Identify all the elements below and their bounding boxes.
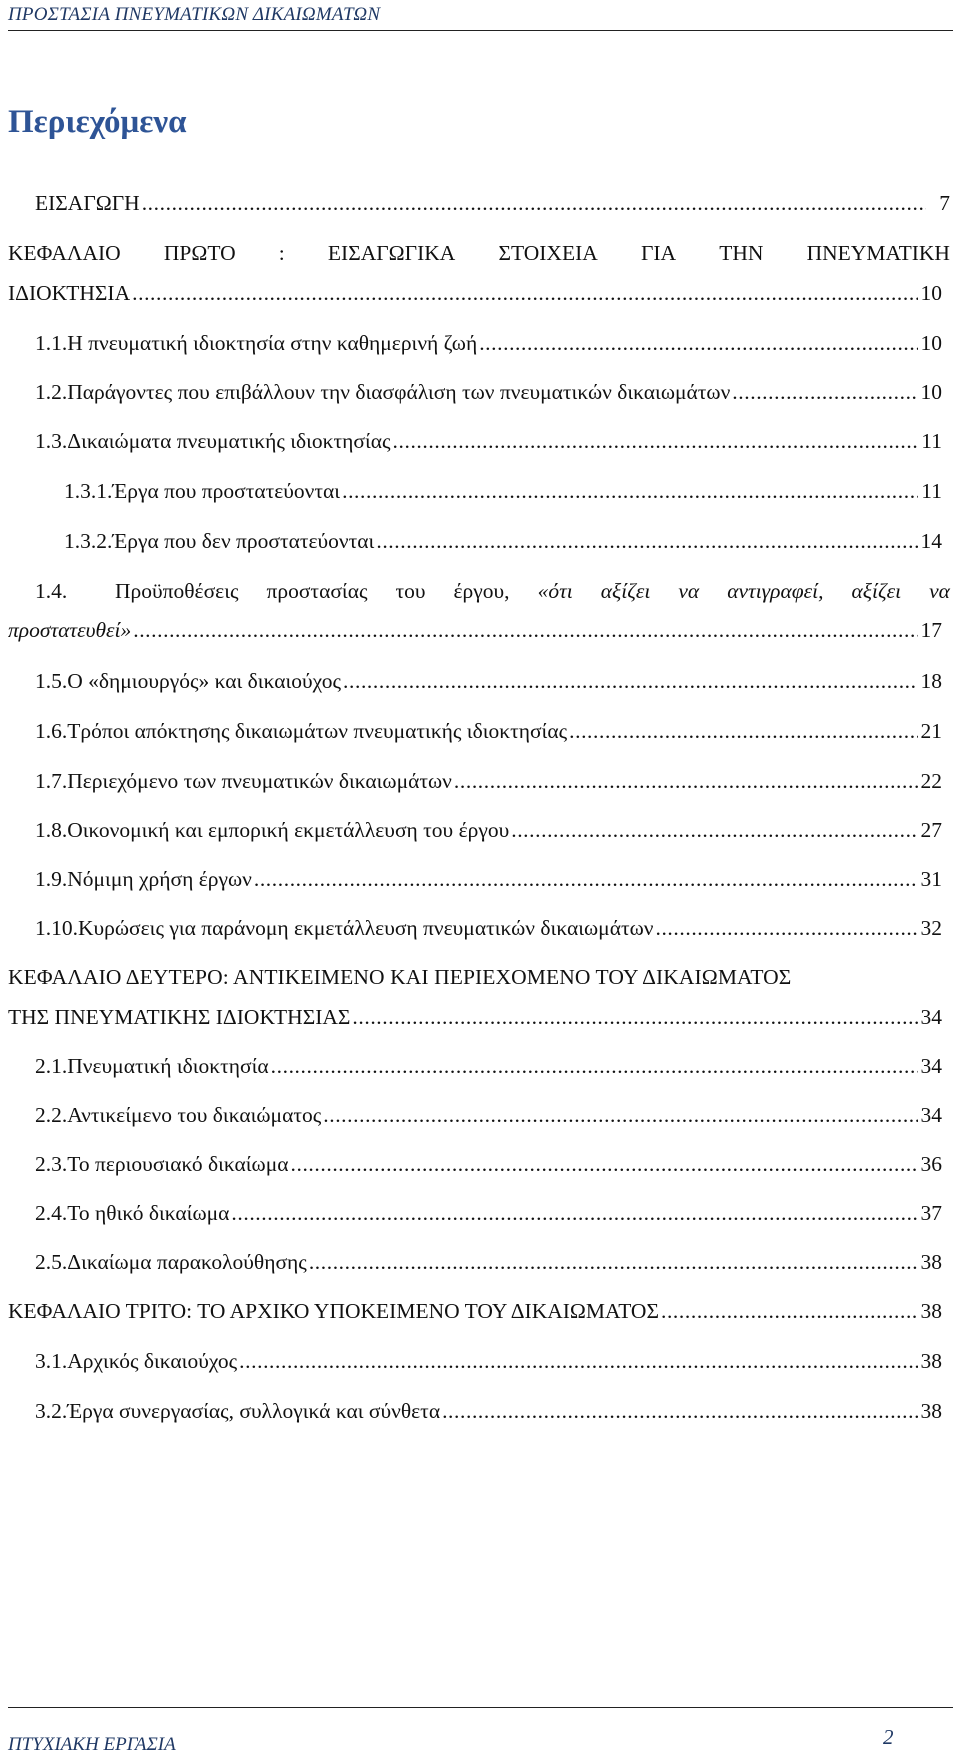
section-number: 1.5. — [35, 669, 68, 693]
toc-word: : — [278, 241, 285, 265]
toc-entry-label: Τρόποι απόκτησης δικαιωμάτων πνευματικής ιδιοκτησίας — [67, 719, 568, 743]
section-number: 3.1. — [35, 1349, 68, 1373]
dot-leader — [732, 379, 918, 405]
toc-page-number: 38 — [920, 1399, 942, 1423]
toc-entry-chapter-2-line-1[interactable] — [8, 964, 950, 990]
dot-leader — [142, 190, 926, 216]
running-footer: ΠΤΥΧΙΑΚΗ ΕΡΓΑΣΙΑ — [8, 1734, 176, 1755]
toc-page-number: 18 — [920, 669, 942, 693]
toc-entry-1-3-2[interactable] — [64, 528, 942, 554]
page-number: 2 — [883, 1725, 894, 1749]
toc-page-number: 38 — [920, 1299, 942, 1323]
section-number: 1.8. — [35, 818, 68, 842]
toc-page-number: 38 — [920, 1349, 942, 1373]
toc-entry-1-4-line-2[interactable] — [8, 617, 942, 643]
toc-entry-2-5[interactable] — [35, 1249, 942, 1275]
toc-page-number: 34 — [920, 1005, 942, 1029]
toc-word: να — [678, 579, 700, 603]
toc-page-number: 37 — [920, 1201, 942, 1225]
toc-entry-3-2[interactable] — [35, 1398, 942, 1424]
dot-leader — [569, 718, 918, 744]
section-number: 1.10. — [35, 916, 78, 940]
section-number: 1.2. — [35, 380, 68, 404]
toc-word: Προϋποθέσεις — [115, 579, 239, 603]
dot-leader — [454, 768, 918, 794]
dot-leader — [271, 1053, 918, 1079]
toc-page-number: 31 — [920, 867, 942, 891]
dot-leader — [393, 428, 918, 454]
toc-entry-label: Δικαίωμα παρακολούθησης — [67, 1250, 307, 1274]
toc-entry-1-4-line-1[interactable] — [35, 578, 950, 604]
toc-entry-label: Το ηθικό δικαίωμα — [67, 1201, 230, 1225]
dot-leader — [655, 915, 918, 941]
toc-entry-label: Κυρώσεις για παράνομη εκμετάλλευση πνευματικών δικαιωμάτων — [78, 916, 654, 940]
toc-entry-chapter-1-line-1[interactable] — [8, 240, 950, 266]
toc-page-number: 38 — [920, 1250, 942, 1274]
toc-entry-intro[interactable] — [35, 190, 950, 216]
dot-leader — [323, 1102, 918, 1128]
toc-entry-label: Πνευματική ιδιοκτησία — [67, 1054, 269, 1078]
toc-entry-label: Έργα συνεργασίας, συλλογικά και σύνθετα — [67, 1399, 441, 1423]
section-number: 2.2. — [35, 1103, 68, 1127]
toc-word: αξίζει — [600, 579, 651, 603]
dot-leader — [352, 1004, 918, 1030]
toc-entry-label: Παράγοντες που επιβάλλουν την διασφάλιση των πνευματικών δικαιωμάτων — [67, 380, 731, 404]
toc-page-number: 34 — [920, 1103, 942, 1127]
toc-entry-label: Δικαιώματα πνευματικής ιδιοκτησίας — [67, 429, 391, 453]
dot-leader — [133, 617, 918, 643]
toc-entry-2-2[interactable] — [35, 1102, 942, 1128]
toc-word: ΓΙΑ — [640, 241, 677, 265]
dot-leader — [239, 1348, 918, 1374]
toc-entry-label: ΤΗΣ ΠΝΕΥΜΑΤΙΚΗΣ ΙΔΙΟΚΤΗΣΙΑΣ — [8, 1005, 351, 1029]
section-number: 1.9. — [35, 867, 68, 891]
dot-leader — [343, 668, 918, 694]
section-number: 2.5. — [35, 1250, 68, 1274]
toc-word: ΣΤΟΙΧΕΙΑ — [498, 241, 598, 265]
footer-rule — [8, 1707, 953, 1708]
toc-entry-2-3[interactable] — [35, 1151, 942, 1177]
dot-leader — [442, 1398, 918, 1424]
dot-leader — [376, 528, 918, 554]
toc-entry-label: ΚΕΦΑΛΑΙΟ ΔΕΥΤΕΡΟ: ΑΝΤΙΚΕΙΜΕΝΟ ΚΑΙ ΠΕΡΙΕΧΟΜΕΝΟ ΤΟΥ ΔΙΚΑΙΩΜΑΤΟΣ — [8, 965, 792, 989]
toc-page-number: 10 — [920, 331, 942, 355]
section-number: 3.2. — [35, 1399, 68, 1423]
section-number: 1.3.2. — [64, 529, 113, 553]
toc-entry-label: Οικονομική και εμπορική εκμετάλλευση του έργου — [67, 818, 510, 842]
toc-page-number: 36 — [920, 1152, 942, 1176]
toc-word: του — [395, 579, 426, 603]
toc-entry-1-6[interactable] — [35, 718, 942, 744]
toc-entry-1-8[interactable] — [35, 817, 942, 843]
toc-entry-label: Νόμιμη χρήση έργων — [67, 867, 252, 891]
section-number: 2.4. — [35, 1201, 68, 1225]
toc-page-number: 32 — [920, 916, 942, 940]
section-number: 1.3.1. — [64, 479, 113, 503]
toc-entry-2-1[interactable] — [35, 1053, 942, 1079]
toc-word: προστασίας — [266, 579, 368, 603]
toc-entry-3-1[interactable] — [35, 1348, 942, 1374]
toc-word: αξίζει — [851, 579, 902, 603]
toc-word: ΚΕΦΑΛΑΙΟ — [8, 241, 121, 265]
dot-leader — [231, 1200, 918, 1226]
dot-leader — [479, 330, 918, 356]
toc-page-number: 17 — [920, 618, 942, 642]
toc-entry-label: ΙΔΙΟΚΤΗΣΙΑ — [8, 281, 131, 305]
toc-entry-1-1[interactable] — [35, 330, 942, 356]
toc-entry-chapter-1-line-2[interactable] — [8, 280, 942, 306]
toc-entry-label: προστατευθεί» — [8, 618, 132, 642]
toc-entry-label: Αντικείμενο του δικαιώματος — [67, 1103, 322, 1127]
toc-word: αντιγραφεί, — [727, 579, 824, 603]
toc-entry-label: ΚΕΦΑΛΑΙΟ ΤΡΙΤΟ: ΤΟ ΑΡΧΙΚΟ ΥΠΟΚΕΙΜΕΝΟ ΤΟΥ ΔΙΚΑΙΩΜΑΤΟΣ — [8, 1299, 659, 1323]
toc-entry-chapter-2-line-2[interactable] — [8, 1004, 942, 1030]
dot-leader — [309, 1249, 918, 1275]
section-number: 2.3. — [35, 1152, 68, 1176]
toc-entry-1-9[interactable] — [35, 866, 942, 892]
toc-page-number: 7 — [939, 191, 950, 215]
toc-entry-label: Έργα που δεν προστατεύονται — [112, 529, 375, 553]
toc-entry-1-5[interactable] — [35, 668, 942, 694]
dot-leader — [291, 1151, 919, 1177]
section-number: 1.4. — [35, 579, 68, 603]
toc-page-number: 14 — [920, 529, 942, 553]
toc-entry-1-3[interactable] — [35, 428, 942, 454]
toc-word: «ότι — [537, 579, 573, 603]
toc-entry-1-2[interactable] — [35, 379, 942, 405]
dot-leader — [511, 817, 918, 843]
toc-word: ΠΡΩΤΟ — [163, 241, 236, 265]
toc-word: ΕΙΣΑΓΩΓΙΚΑ — [327, 241, 456, 265]
toc-page-number: 11 — [921, 429, 942, 453]
toc-entry-label: Έργα που προστατεύονται — [112, 479, 341, 503]
toc-page-number: 10 — [920, 281, 942, 305]
dot-leader — [661, 1298, 918, 1324]
toc-entry-label: Το περιουσιακό δικαίωμα — [67, 1152, 289, 1176]
toc-word: ΠΝΕΥΜΑΤΙΚΗ — [806, 241, 950, 265]
dot-leader — [254, 866, 918, 892]
toc-page-number: 21 — [920, 719, 942, 743]
dot-leader — [342, 478, 918, 504]
toc-entry-1-10[interactable] — [35, 915, 942, 941]
toc-page-number: 22 — [920, 769, 942, 793]
running-header: ΠΡΟΣΤΑΣΙΑ ΠΝΕΥΜΑΤΙΚΩΝ ΔΙΚΑΙΩΜΑΤΩΝ — [8, 4, 381, 25]
toc-entry-label: Αρχικός δικαιούχος — [67, 1349, 238, 1373]
toc-entry-label: Ο «δημιουργός» και δικαιούχος — [67, 669, 342, 693]
section-number: 1.7. — [35, 769, 68, 793]
toc-entry-chapter-3[interactable] — [8, 1298, 942, 1324]
toc-page-number: 11 — [921, 479, 942, 503]
toc-entry-2-4[interactable] — [35, 1200, 942, 1226]
toc-page-number: 27 — [920, 818, 942, 842]
toc-word: να — [929, 579, 950, 603]
toc-title: Περιεχόμενα — [8, 104, 187, 140]
toc-word: έργου, — [453, 579, 510, 603]
toc-entry-label: ΕΙΣΑΓΩΓΗ — [35, 191, 140, 215]
toc-entry-1-7[interactable] — [35, 768, 942, 794]
section-number: 2.1. — [35, 1054, 68, 1078]
toc-word: ΤΗΝ — [719, 241, 764, 265]
section-number: 1.3. — [35, 429, 68, 453]
toc-entry-label: Περιεχόμενο των πνευματικών δικαιωμάτων — [67, 769, 452, 793]
toc-entry-1-3-1[interactable] — [64, 478, 942, 504]
section-number: 1.6. — [35, 719, 68, 743]
toc-entry-label: Η πνευματική ιδιοκτησία στην καθημερινή ζωή — [67, 331, 478, 355]
toc-page-number: 10 — [920, 380, 942, 404]
dot-leader — [132, 280, 918, 306]
toc-page-number: 34 — [920, 1054, 942, 1078]
section-number: 1.1. — [35, 331, 68, 355]
